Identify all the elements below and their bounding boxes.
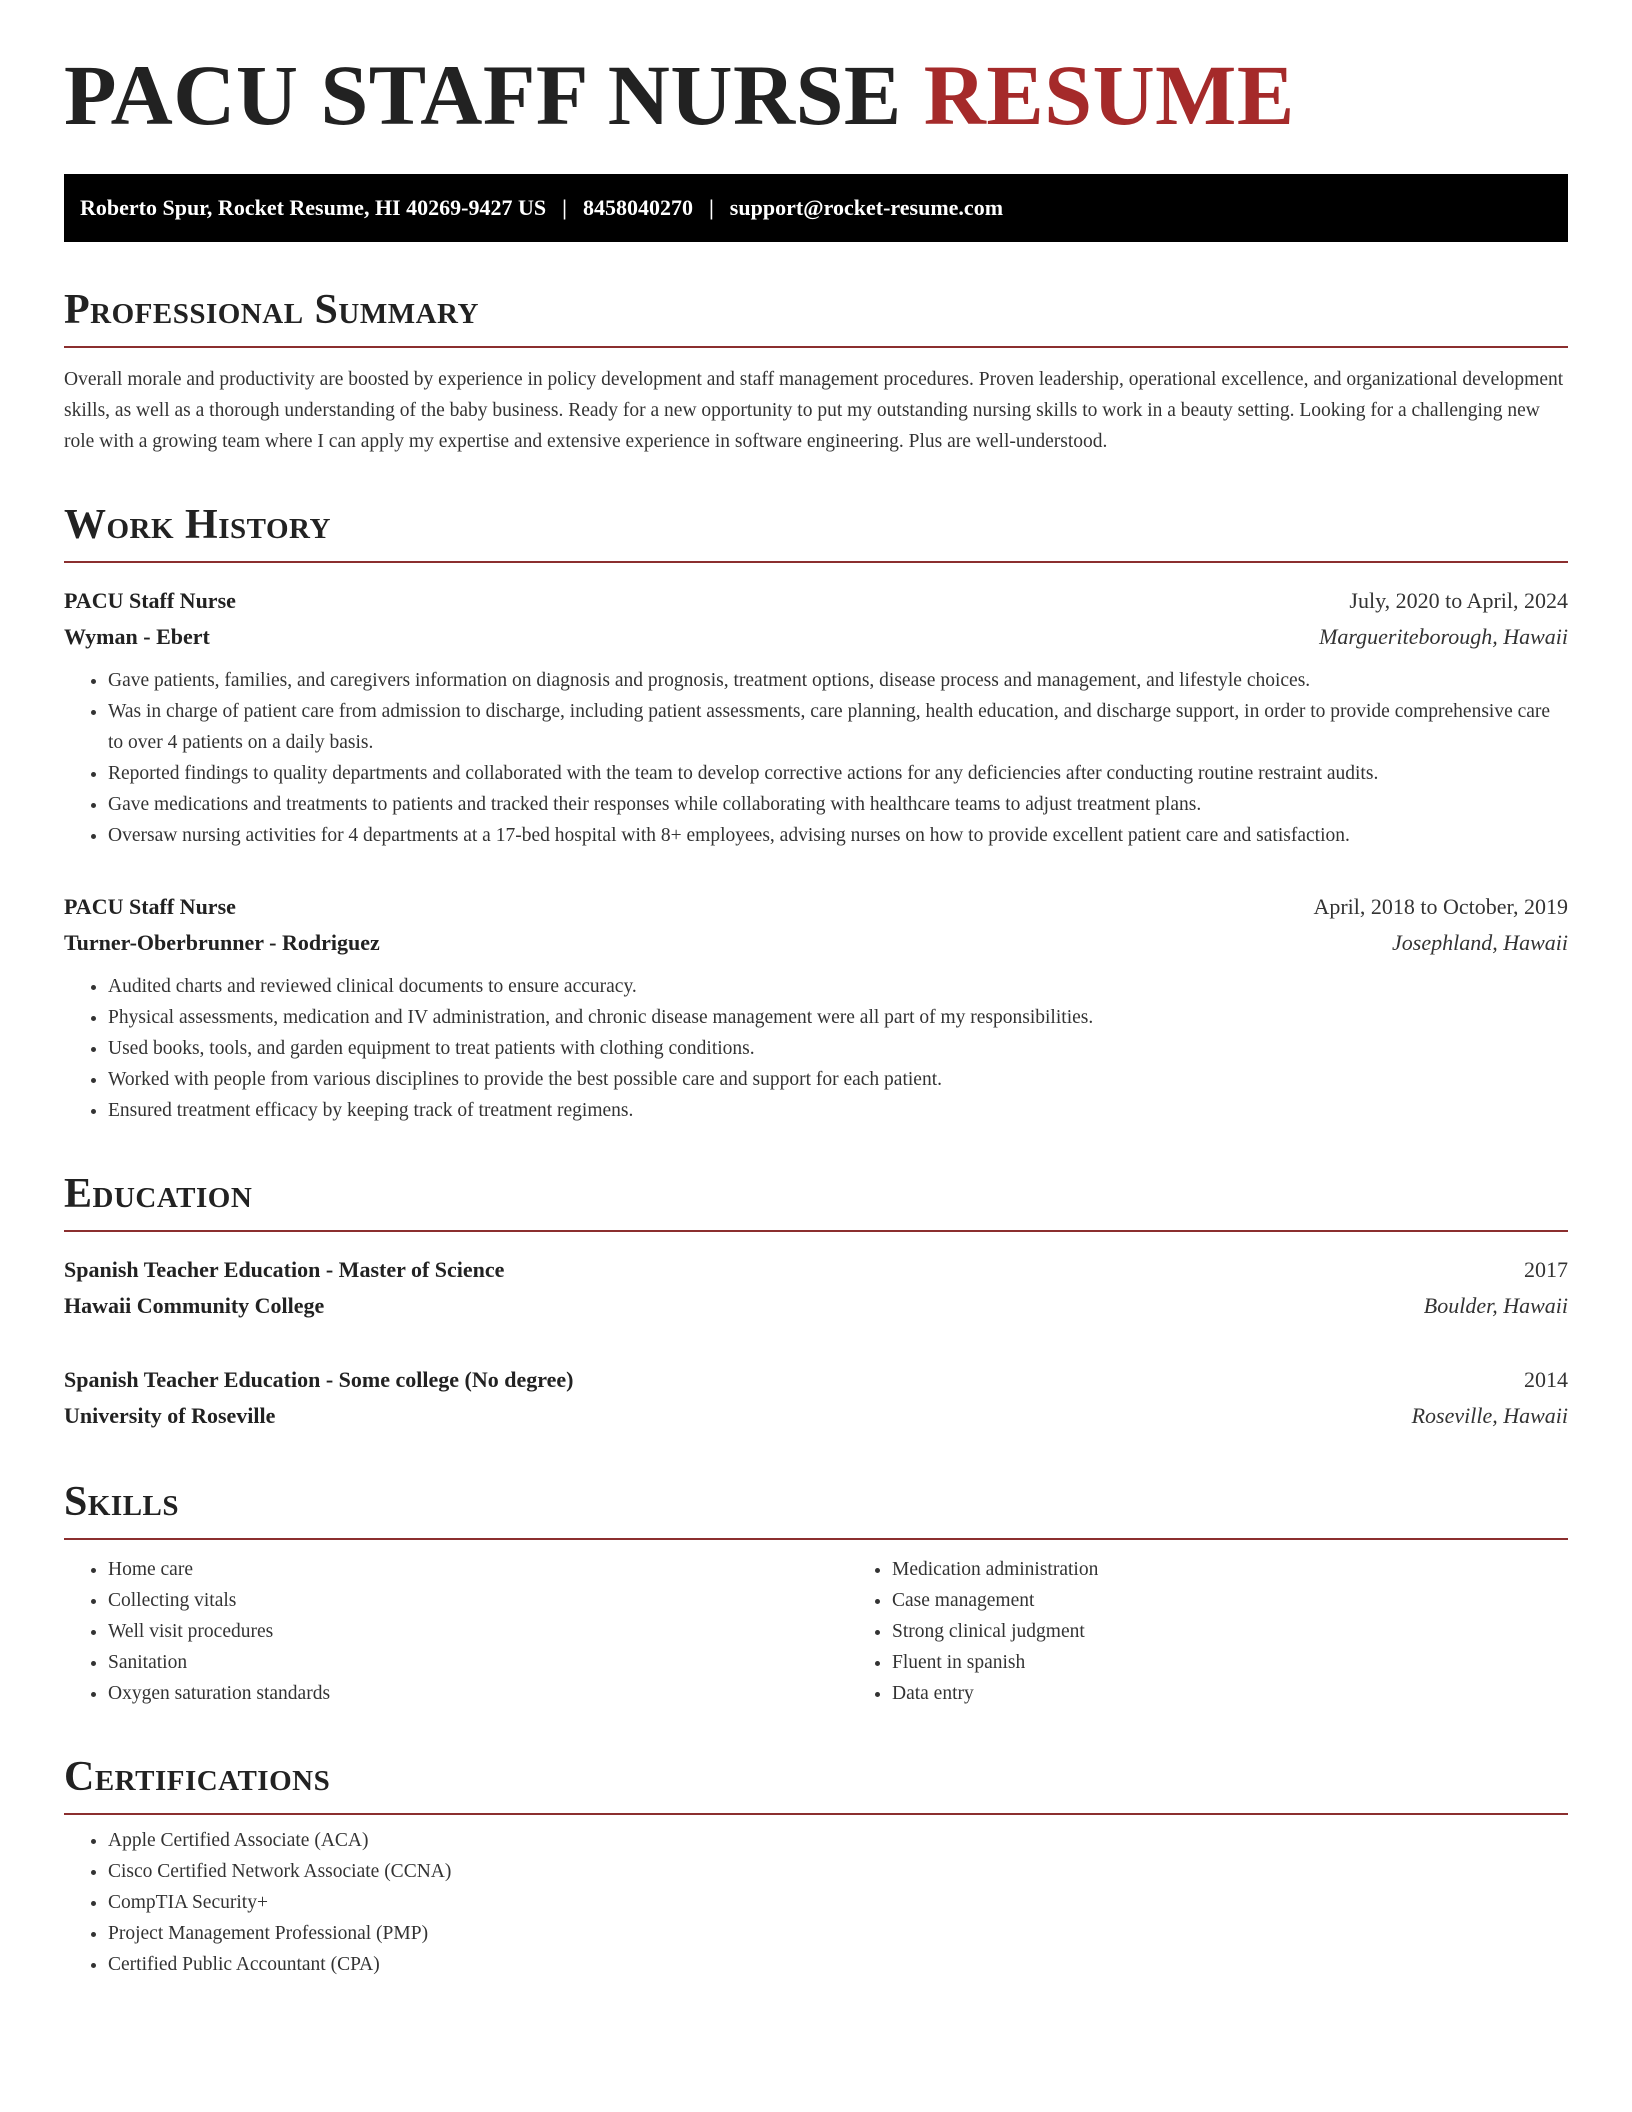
- work-history-section: [64, 503, 1568, 1126]
- education-year: 2014: [1524, 1367, 1568, 1393]
- education-location: Roseville, Hawaii: [1411, 1403, 1568, 1429]
- education-degree-row: [64, 1362, 1568, 1398]
- education-school: University of Roseville: [64, 1403, 276, 1429]
- skill-item: • Home care: [108, 1554, 848, 1585]
- skill-item: • Collecting vitals: [108, 1585, 848, 1616]
- resume-title-accent: RESUME: [923, 47, 1295, 143]
- section-divider: [64, 1538, 1568, 1540]
- contact-address: Roberto Spur, Rocket Resume, HI 40269-9427 US: [80, 195, 547, 220]
- education-section: [64, 1172, 1568, 1434]
- job-duty: • Was in charge of patient care from admission to discharge, including patient assessments, care planning, health education, and discharge support, in order to provide comprehensive care to over 4 patients on a daily basis.: [108, 696, 1568, 758]
- skills-section: [64, 1480, 1568, 1709]
- job-entry: [64, 583, 1568, 851]
- skill-item: • Sanitation: [108, 1647, 848, 1678]
- skills-list-right: [848, 1554, 1568, 1709]
- skill-item: • Medication administration: [892, 1554, 1568, 1585]
- section-divider: [64, 561, 1568, 563]
- job-company-row: [64, 619, 1568, 655]
- education-degree-row: [64, 1252, 1568, 1288]
- job-title-row: [64, 889, 1568, 925]
- job-duty: • Physical assessments, medication and IV administration, and chronic disease management were all part of my responsibilities.: [108, 1002, 1568, 1033]
- skills-grid: [64, 1554, 1568, 1709]
- certification-item: • Cisco Certified Network Associate (CCNA): [108, 1856, 1568, 1887]
- section-divider: [64, 346, 1568, 348]
- job-duty: • Worked with people from various disciplines to provide the best possible care and support for each patient.: [108, 1064, 1568, 1095]
- job-company-row: [64, 925, 1568, 961]
- job-duty: • Gave patients, families, and caregivers information on diagnosis and prognosis, treatment options, disease process and management, and lifestyle choices.: [108, 665, 1568, 696]
- education-school-row: [64, 1398, 1568, 1434]
- job-duty: • Audited charts and reviewed clinical documents to ensure accuracy.: [108, 971, 1568, 1002]
- education-entry: [64, 1252, 1568, 1324]
- section-heading-certifications: Certifications: [64, 1754, 331, 1801]
- job-location: Margueriteborough, Hawaii: [1319, 624, 1568, 650]
- job-duty: • Ensured treatment efficacy by keeping track of treatment regimens.: [108, 1095, 1568, 1126]
- job-title: PACU Staff Nurse: [64, 588, 236, 614]
- certification-item: • Certified Public Accountant (CPA): [108, 1949, 1568, 1980]
- section-divider: [64, 1813, 1568, 1815]
- skill-item: • Data entry: [892, 1678, 1568, 1709]
- certifications-section: [64, 1755, 1568, 1980]
- resume-title-main: PACU STAFF NURSE: [64, 47, 902, 143]
- contact-phone: 8458040270: [582, 195, 693, 220]
- education-degree: Spanish Teacher Education - Master of Science: [64, 1257, 505, 1283]
- job-dates: April, 2018 to October, 2019: [1313, 894, 1568, 920]
- job-duty: • Gave medications and treatments to patients and tracked their responses while collaborating with healthcare teams to adjust treatment plans.: [108, 789, 1568, 820]
- job-title-row: [64, 583, 1568, 619]
- skills-list-left: [64, 1554, 848, 1709]
- job-location: Josephland, Hawaii: [1392, 930, 1568, 956]
- education-entry: [64, 1362, 1568, 1434]
- summary-section: [64, 288, 1568, 457]
- certification-item: • Project Management Professional (PMP): [108, 1918, 1568, 1949]
- resume-title: [64, 47, 1568, 143]
- job-entry: [64, 889, 1568, 1126]
- job-duties-list: [64, 971, 1568, 1126]
- contact-bar: [64, 174, 1568, 242]
- summary-text: Overall morale and productivity are boosted by experience in policy development and staff management procedures. Proven leadership, operational excellence, and organizational development skills, as well as a thorough understanding of the baby business. Ready for a new opportunity to put my outstanding nursing skills to work in a beauty setting. Looking for a challenging new role with a growing team where I can apply my expertise and extensive experience in software engineering. Plus are well-understood.: [64, 369, 1564, 453]
- certification-item: • CompTIA Security+: [108, 1887, 1568, 1918]
- job-duty: • Used books, tools, and garden equipment to treat patients with clothing conditions.: [108, 1033, 1568, 1064]
- contact-separator: |: [708, 195, 714, 220]
- section-heading-skills: Skills: [64, 1479, 180, 1526]
- skill-item: • Case management: [892, 1585, 1568, 1616]
- education-degree: Spanish Teacher Education - Some college (No degree): [64, 1367, 574, 1393]
- education-year: 2017: [1524, 1257, 1568, 1283]
- education-school-row: [64, 1288, 1568, 1324]
- job-dates: July, 2020 to April, 2024: [1349, 588, 1568, 614]
- education-school: Hawaii Community College: [64, 1293, 325, 1319]
- job-company: Wyman - Ebert: [64, 624, 210, 650]
- job-company: Turner-Oberbrunner - Rodriguez: [64, 930, 380, 956]
- job-duty: • Reported findings to quality departments and collaborated with the team to develop corrective actions for any deficiencies after conducting routine restraint audits.: [108, 758, 1568, 789]
- certification-item: • Apple Certified Associate (ACA): [108, 1825, 1568, 1856]
- section-heading-education: Education: [64, 1171, 253, 1218]
- certifications-list: [64, 1825, 1568, 1980]
- job-title: PACU Staff Nurse: [64, 894, 236, 920]
- skill-item: • Well visit procedures: [108, 1616, 848, 1647]
- section-divider: [64, 1230, 1568, 1232]
- section-heading-work-history: Work History: [64, 502, 331, 549]
- skill-item: • Strong clinical judgment: [892, 1616, 1568, 1647]
- contact-email: support@rocket-resume.com: [729, 195, 1004, 220]
- job-duty: • Oversaw nursing activities for 4 departments at a 17-bed hospital with 8+ employees, advising nurses on how to provide excellent patient care and satisfaction.: [108, 820, 1568, 851]
- skill-item: • Fluent in spanish: [892, 1647, 1568, 1678]
- section-heading-summary: Professional Summary: [64, 287, 479, 333]
- skill-item: • Oxygen saturation standards: [108, 1678, 848, 1709]
- contact-separator: |: [562, 195, 567, 220]
- education-location: Boulder, Hawaii: [1423, 1293, 1568, 1319]
- job-duties-list: [64, 665, 1568, 851]
